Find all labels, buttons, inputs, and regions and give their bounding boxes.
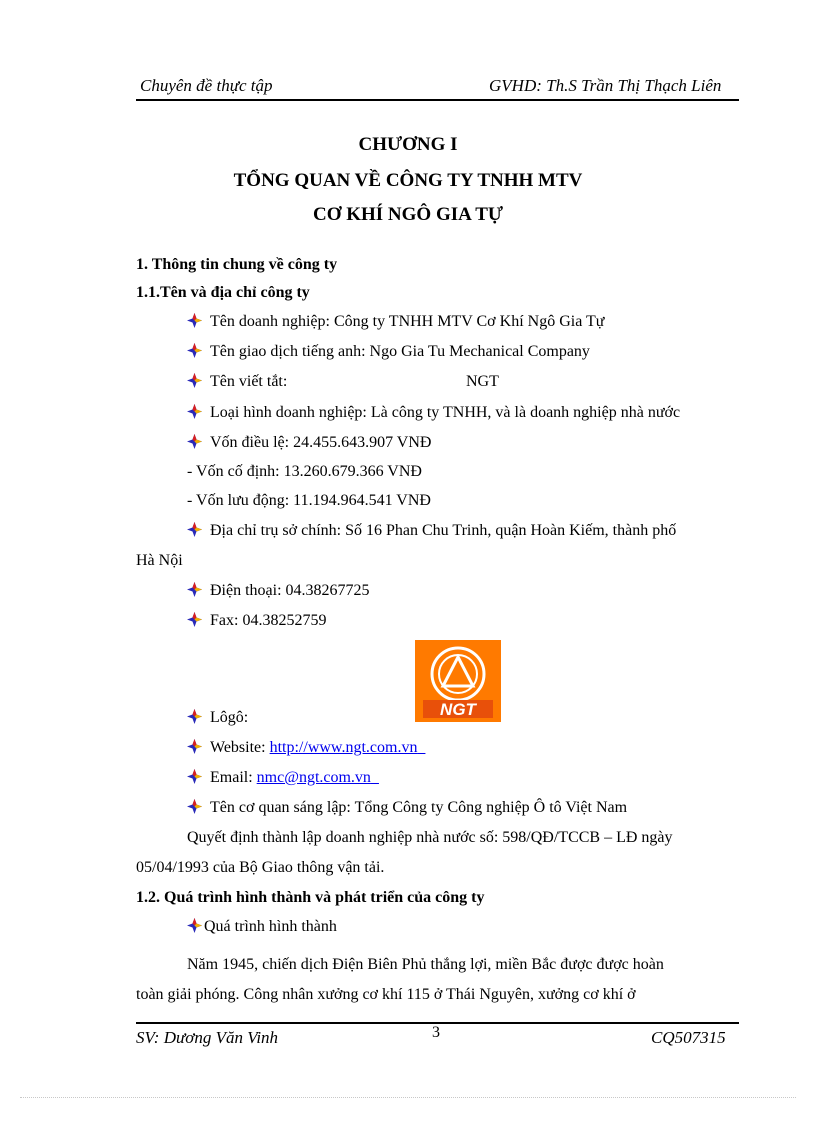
list-item-company-type: Loại hình doanh nghiệp: Là công ty TNHH, và là doanh nghiệp nhà nước [187, 404, 680, 422]
decision-line-1: Quyết định thành lập doanh nghiệp nhà nước số: 598/QĐ/TCCB – LĐ ngày [187, 829, 673, 846]
fixed-capital: - Vốn cố định: 13.260.679.366 VNĐ [187, 463, 422, 480]
star-bullet-icon [187, 769, 202, 784]
section-1-2-heading: 1.2. Quá trình hình thành và phát triển của công ty [136, 889, 485, 906]
logo-text: NGT [440, 700, 476, 719]
chapter-title: CHƯƠNG I [358, 134, 458, 155]
list-item-founder: Tên cơ quan sáng lập: Tổng Công ty Công nghiệp Ô tô Việt Nam [187, 799, 627, 817]
section-1-heading: 1. Thông tin chung về công ty [136, 256, 338, 273]
header-right: GVHD: Th.S Trần Thị Thạch Liên [489, 76, 722, 95]
list-item-fax: Fax: 04.38252759 [187, 612, 326, 630]
star-bullet-icon [187, 313, 202, 328]
chapter-subtitle-1: TỔNG QUAN VỀ CÔNG TY TNHH MTV [233, 170, 583, 191]
footer-right: CQ507315 [651, 1028, 726, 1047]
paragraph-line-1: Năm 1945, chiến dịch Điện Biên Phủ thắng lợi, miền Bắc được được hoàn [187, 956, 664, 973]
decision-line-2: 05/04/1993 của Bộ Giao thông vận tải. [136, 859, 385, 876]
website-link-trailing [417, 739, 425, 756]
star-bullet-icon [187, 799, 202, 814]
star-bullet-icon [187, 343, 202, 358]
list-item-address: Địa chỉ trụ sở chính: Số 16 Phan Chu Trinh, quận Hoàn Kiếm, thành phố [187, 522, 676, 540]
star-bullet-icon [187, 434, 202, 449]
list-item-capital: Vốn điều lệ: 24.455.643.907 VNĐ [187, 434, 431, 452]
email-link[interactable]: nmc@ngt.com.vn [256, 769, 371, 786]
list-item-english-name: Tên giao dịch tiếng anh: Ngo Gia Tu Mechanical Company [187, 343, 590, 361]
list-item-formation: Quá trình hình thành [187, 918, 337, 936]
website-link[interactable]: http://www.ngt.com.vn [269, 739, 418, 756]
email-link-trailing [371, 769, 379, 786]
company-logo-graphic [415, 640, 501, 722]
chapter-subtitle-2: CƠ KHÍ NGÔ GIA TỰ [312, 204, 504, 225]
address-continuation: Hà Nội [136, 552, 183, 569]
star-bullet-icon [187, 918, 202, 933]
star-bullet-icon [187, 709, 202, 724]
paragraph-line-2: toàn giải phóng. Công nhân xưởng cơ khí 115 ở Thái Nguyên, xưởng cơ khí ở [136, 986, 636, 1003]
list-item-company-name: Tên doanh nghiệp: Công ty TNHH MTV Cơ Khí Ngô Gia Tự [187, 313, 604, 331]
header-rule [136, 99, 739, 101]
page-bottom-divider [20, 1097, 796, 1098]
list-item-logo: Lôgô: [187, 709, 248, 727]
list-item-phone: Điện thoại: 04.38267725 [187, 582, 370, 600]
list-item-website: Website: http://www.ngt.com.vn [187, 739, 425, 757]
header-left: Chuyên đề thực tập [140, 76, 273, 95]
star-bullet-icon [187, 739, 202, 754]
star-bullet-icon [187, 582, 202, 597]
section-1-1-heading: 1.1.Tên và địa chỉ công ty [136, 284, 310, 301]
working-capital: - Vốn lưu động: 11.194.964.541 VNĐ [187, 492, 431, 509]
list-item-abbreviation: Tên viết tắt: [187, 373, 287, 391]
footer-left: SV: Dương Văn Vinh [136, 1028, 279, 1047]
company-logo [415, 640, 501, 722]
star-bullet-icon [187, 373, 202, 388]
page-number: 3 [432, 1024, 440, 1041]
star-bullet-icon [187, 404, 202, 419]
star-bullet-icon [187, 612, 202, 627]
star-bullet-icon [187, 522, 202, 537]
abbreviation-value: NGT [466, 373, 499, 390]
list-item-email: Email: nmc@ngt.com.vn [187, 769, 379, 787]
